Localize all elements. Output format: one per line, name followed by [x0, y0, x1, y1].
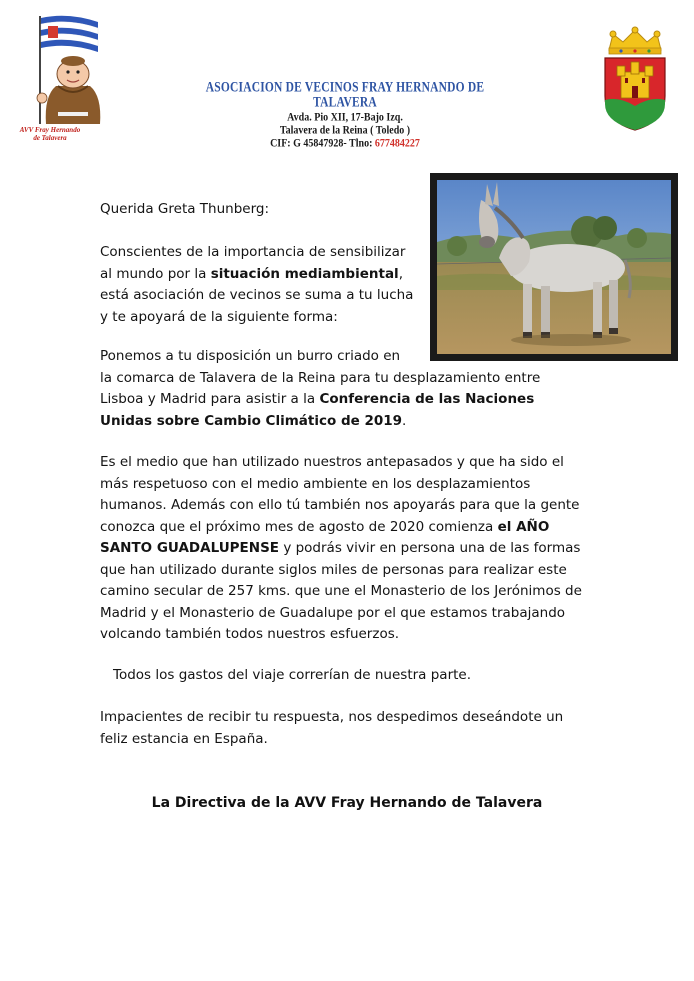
paragraph-2	[100, 346, 540, 432]
p3-line8: Madrid y el Monasterio de Guadalupe por el que estamos trabajando	[100, 604, 566, 621]
p1-line2	[100, 264, 413, 286]
letterhead	[180, 80, 510, 150]
p2-line4-punct: .	[402, 412, 407, 429]
p3-line5-bold: SANTO GUADALUPENSE	[100, 540, 280, 556]
phone-number: 677484227	[374, 137, 420, 150]
p3-line6: que han utilizado durante siglos miles de personas para realizar este	[100, 561, 567, 578]
p3-line5-text: y podrás vivir en persona una de las formas	[279, 540, 581, 556]
paragraph-1	[100, 242, 413, 328]
p2-line4-bold: Unidas sobre Cambio Climático de 2019	[100, 412, 403, 429]
p2-line4	[100, 411, 540, 433]
donkey-photo	[430, 173, 678, 361]
p5-line1: Impacientes de recibir tu respuesta, nos despedimos deseándote un	[100, 709, 564, 725]
p2-line1: Ponemos a tu disposición un burro criado en	[100, 348, 401, 364]
p3-line3: humanos. Además con ello tú también nos apoyarás para que la gente	[100, 497, 580, 513]
logo-caption-line2: de Talavera	[33, 134, 67, 142]
p3-line5	[100, 538, 582, 560]
p1-line3: está asociación de vecinos se suma a tu lucha	[100, 287, 414, 303]
address-line: Avda. Pio XII, 17-Bajo Izq.	[287, 111, 403, 124]
friar-with-flag-icon	[28, 12, 118, 132]
paragraph-5	[100, 707, 563, 750]
p3-line1: Es el medio que han utilizado nuestros antepasados y que ha sido el	[100, 454, 564, 470]
p1-line2-bold: situación mediambiental	[210, 265, 399, 282]
logo-caption	[18, 126, 82, 142]
p3-line4	[100, 517, 582, 539]
greeting: Querida Greta Thunberg:	[100, 201, 270, 217]
p3-line7: camino secular de 257 kms. que une el Monasterio de los Jerónimos de	[100, 583, 582, 599]
p2-line3	[100, 389, 540, 411]
cif-line	[180, 136, 510, 151]
p1-line2-text: al mundo por la	[100, 265, 211, 282]
p2-line3-bold: Conferencia de las Naciones	[319, 391, 535, 407]
coat-of-arms-icon	[599, 26, 671, 132]
organization-name: ASOCIACION DE VECINOS FRAY HERNANDO DE TALAVERA	[205, 80, 485, 110]
p3-line9: volcando también todos nuestros esfuerzos.	[100, 626, 400, 642]
logo-caption-line1: AVV Fray Hernando	[19, 126, 81, 134]
p5-line2: feliz estancia en España.	[100, 730, 268, 747]
p1-line1: Conscientes de la importancia de sensibilizar	[100, 244, 406, 260]
p2-line2: la comarca de Talavera de la Reina para tu desplazamiento entre	[100, 369, 541, 386]
p2-line3-text: Lisboa y Madrid para asistir a la	[100, 391, 320, 407]
p1-line2-punct: ,	[398, 265, 403, 282]
coat-of-arms	[599, 26, 671, 132]
cif-text: CIF: G 45847928- Tlno:	[270, 137, 375, 150]
donkey-icon	[437, 180, 671, 354]
p3-line4-text: conozca que el próximo mes de agosto de 2020 comienza	[100, 518, 498, 535]
paragraph-3	[100, 452, 582, 646]
p3-line2: más respetuoso con el medio ambiente en los desplazamientos	[100, 475, 531, 492]
city-line: Talavera de la Reina ( Toledo )	[279, 124, 411, 137]
p1-line4: y te apoyará de la siguiente forma:	[100, 308, 338, 325]
paragraph-4: Todos los gastos del viaje correrían de nuestra parte.	[113, 667, 472, 683]
p3-line4-bold: el AÑO	[497, 518, 550, 535]
signature: La Directiva de la AVV Fray Hernando de Talavera	[151, 795, 543, 811]
